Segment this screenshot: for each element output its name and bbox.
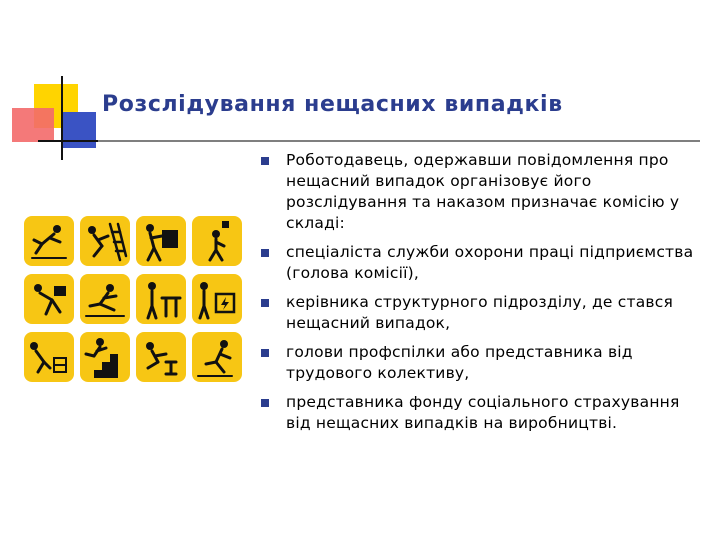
desk-worker-icon	[136, 274, 186, 324]
title-underline	[38, 140, 700, 142]
bullet-square-icon	[261, 399, 269, 407]
lifting-injury-icon	[24, 274, 74, 324]
list-item	[256, 150, 704, 234]
bullet-square-icon	[261, 349, 269, 357]
bullet-square-icon	[261, 299, 269, 307]
list-item-text: голови профспілки або представника від трудового колективу,	[286, 343, 633, 382]
slip-fall-icon	[80, 274, 130, 324]
bullet-square-icon	[261, 249, 269, 257]
electrical-hazard-icon	[192, 274, 242, 324]
ladder-fall-icon	[80, 216, 130, 266]
falling-object-icon	[192, 216, 242, 266]
stairs-fall-icon	[80, 332, 130, 382]
list-item-text: спеціаліста служби охорони праці підприємства (голова комісії),	[286, 243, 694, 282]
decor-red-square	[12, 108, 54, 142]
decor-vertical-line	[61, 76, 63, 160]
list-item-text: керівника структурного підрозділу, де стався нещасний випадок,	[286, 293, 673, 332]
falling-person-icon	[24, 216, 74, 266]
safety-pictogram-grid	[24, 216, 242, 388]
decor-underline-accent	[38, 140, 98, 142]
list-item	[256, 392, 704, 434]
list-item	[256, 242, 704, 284]
box-hazard-icon	[136, 216, 186, 266]
list-item	[256, 292, 704, 334]
bullet-square-icon	[261, 157, 269, 165]
slide-title: Розслідування нещасних випадків	[102, 92, 563, 117]
bullet-list	[256, 150, 704, 442]
running-slip-icon	[192, 332, 242, 382]
trip-icon	[24, 332, 74, 382]
chair-fall-icon	[136, 332, 186, 382]
list-item-text: Роботодавець, одержавши повідомлення про нещасний випадок організовує його розслідування та наказом призначає комісію у складі:	[286, 151, 680, 232]
decor-blue-square	[62, 112, 96, 148]
list-item	[256, 342, 704, 384]
list-item-text: представника фонду соціального страхування від нещасних випадків на виробництві.	[286, 393, 680, 432]
